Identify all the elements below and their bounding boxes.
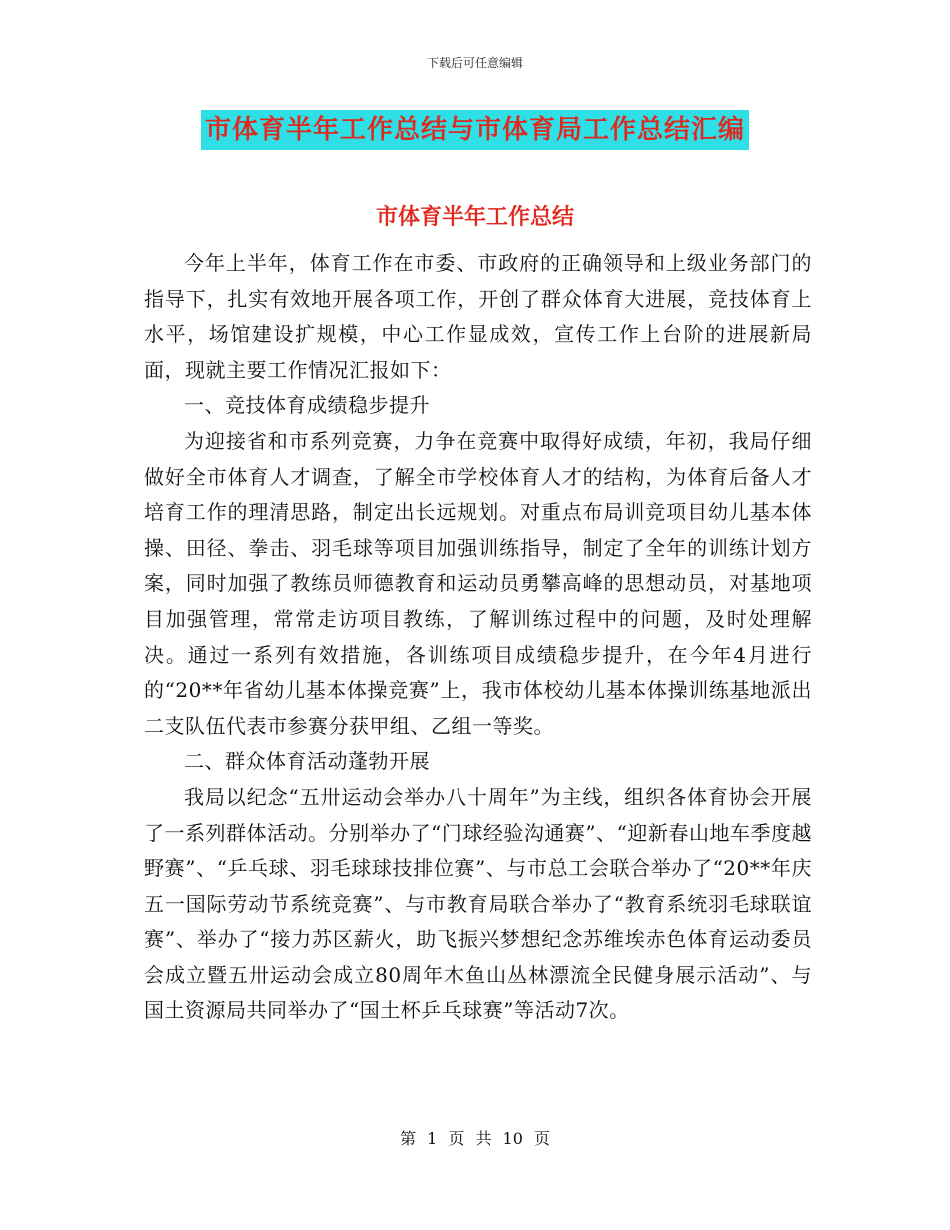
section-title: 市体育半年工作总结 <box>375 205 574 230</box>
paragraph: 我局以纪念“五卅运动会举办八十周年”为主线，组织各体育协会开展了一系列群体活动。分别举办了“门球经验沟通赛”、“迎新春山地车季度越野赛”、“乒乓球、羽毛球球技排位赛”、与市总工会联合举办了“20**年庆五一国际劳动节系统竞赛”、与市教育局联合举办了“教育系统羽毛球联谊赛”、举办了“接力苏区薪火，助飞振兴梦想纪念苏维埃赤色体育运动委员会成立暨五卅运动会成立80周年木鱼山丛林漂流全民健身展示活动”、与国土资源局共同举办了“国土杯乒乓球赛”等活动7次。 <box>144 784 812 1023</box>
paragraph: 今年上半年，体育工作在市委、市政府的正确领导和上级业务部门的指导下，扎实有效地开展各项工作，开创了群众体育大进展，竞技体育上水平，场馆建设扩规模，中心工作显成效，宣传工作上台阶的进展新局面，现就主要工作情况汇报如下： <box>144 251 812 382</box>
document-title <box>0 110 950 150</box>
paragraph-heading: 一、竞技体育成绩稳步提升 <box>184 393 430 418</box>
paragraph-heading: 二、群众体育活动蓬勃开展 <box>184 749 430 774</box>
body-text <box>144 246 812 1029</box>
page-footer: 第 1 页 共 10 页 <box>400 1129 550 1148</box>
header-note: 下载后可任意编辑 <box>426 56 523 70</box>
document-title-text: 市体育半年工作总结与市体育局工作总结汇编 <box>201 110 749 150</box>
paragraph: 为迎接省和市系列竞赛，力争在竞赛中取得好成绩，年初，我局仔细做好全市体育人才调查，了解全市学校体育人才的结构，为体育后备人才培育工作的理清思路，制定出长远规划。对重点布局训竞项目幼儿基本体操、田径、拳击、羽毛球等项目加强训练指导，制定了全年的训练计划方案，同时加强了教练员师德教育和运动员勇攀高峰的思想动员，对基地项目加强管理，常常走访项目教练，了解训练过程中的问题，及时处理解决。通过一系列有效措施，各训练项目成绩稳步提升，在今年4月进行的“20**年省幼儿基本体操竞赛”上，我市体校幼儿基本体操训练基地派出二支队伍代表市参赛分获甲组、乙组一等奖。 <box>144 428 812 738</box>
